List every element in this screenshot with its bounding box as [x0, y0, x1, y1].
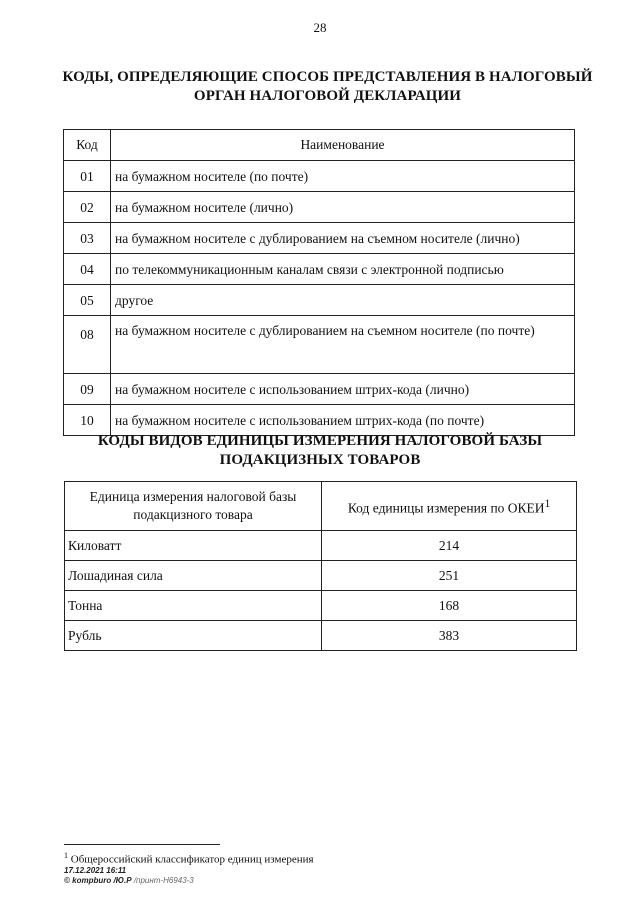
column-header-unit: Единица измерения налоговой базы подакцизного товара — [65, 482, 322, 531]
section-title-declaration-codes: КОДЫ, ОПРЕДЕЛЯЮЩИЕ СПОСОБ ПРЕДСТАВЛЕНИЯ В НАЛОГОВЫЙ ОРГАН НАЛОГОВОЙ ДЕКЛАРАЦИИ — [62, 69, 593, 104]
row-name: на бумажном носителе с использованием штрих-кода (лично) — [111, 374, 575, 405]
footnote-marker: 1 — [64, 851, 68, 860]
unit-codes-table — [64, 481, 577, 651]
unit-code: 251 — [322, 561, 577, 591]
unit-code: 168 — [322, 591, 577, 621]
column-header-name: Наименование — [111, 130, 575, 161]
table-header-row — [65, 482, 577, 531]
unit-name: Рубль — [65, 621, 322, 651]
table-row — [64, 405, 575, 436]
table-row — [64, 285, 575, 316]
row-name: на бумажном носителе (лично) — [111, 192, 575, 223]
table-row — [65, 591, 577, 621]
table-row — [64, 161, 575, 192]
row-code: 04 — [64, 254, 111, 285]
row-code: 10 — [64, 405, 111, 436]
unit-code: 383 — [322, 621, 577, 651]
column-header-code: Код — [64, 130, 111, 161]
unit-name: Лошадиная сила — [65, 561, 322, 591]
row-name: по телекоммуникационным каналам связи с электронной подписью — [111, 254, 575, 285]
unit-code: 214 — [322, 531, 577, 561]
row-name: на бумажном носителе с дублированием на съемном носителе (по почте) — [111, 316, 575, 374]
table-header-row — [64, 130, 575, 161]
print-stamp-code: /принт-Н6943-3 — [133, 876, 194, 885]
row-code: 01 — [64, 161, 111, 192]
footnote-reference: 1 — [544, 497, 551, 510]
print-stamp-system — [64, 876, 194, 885]
row-code: 09 — [64, 374, 111, 405]
page-number: 28 — [313, 20, 327, 35]
unit-name: Киловатт — [65, 531, 322, 561]
row-code: 02 — [64, 192, 111, 223]
column-header-okei-code — [322, 482, 577, 531]
row-name: на бумажном носителе (по почте) — [111, 161, 575, 192]
table-row — [65, 531, 577, 561]
footnote-divider — [64, 844, 220, 845]
row-code: 08 — [64, 316, 111, 374]
table-row — [64, 223, 575, 254]
print-stamp-owner: © kompburo /Ю.Р — [64, 876, 132, 885]
row-name: на бумажном носителе с использованием штрих-кода (по почте) — [111, 405, 575, 436]
row-name: другое — [111, 285, 575, 316]
declaration-submission-codes-table — [63, 129, 575, 436]
footnote — [64, 851, 314, 866]
table-row — [65, 621, 577, 651]
table-row — [64, 374, 575, 405]
table-row — [64, 192, 575, 223]
table-row — [65, 561, 577, 591]
row-code: 05 — [64, 285, 111, 316]
footnote-text: Общероссийский классификатор единиц измерения — [70, 853, 314, 866]
print-stamp-datetime: 17.12.2021 16:11 — [64, 866, 127, 875]
okei-header-label: Код единицы измерения по ОКЕИ — [347, 500, 545, 516]
row-name: на бумажном носителе с дублированием на съемном носителе (лично) — [111, 223, 575, 254]
unit-name: Тонна — [65, 591, 322, 621]
table-row — [64, 316, 575, 374]
row-code: 03 — [64, 223, 111, 254]
section-title-unit-codes: КОДЫ ВИДОВ ЕДИНИЦЫ ИЗМЕРЕНИЯ НАЛОГОВОЙ БАЗЫ ПОДАКЦИЗНЫХ ТОВАРОВ — [97, 433, 543, 468]
table-row — [64, 254, 575, 285]
